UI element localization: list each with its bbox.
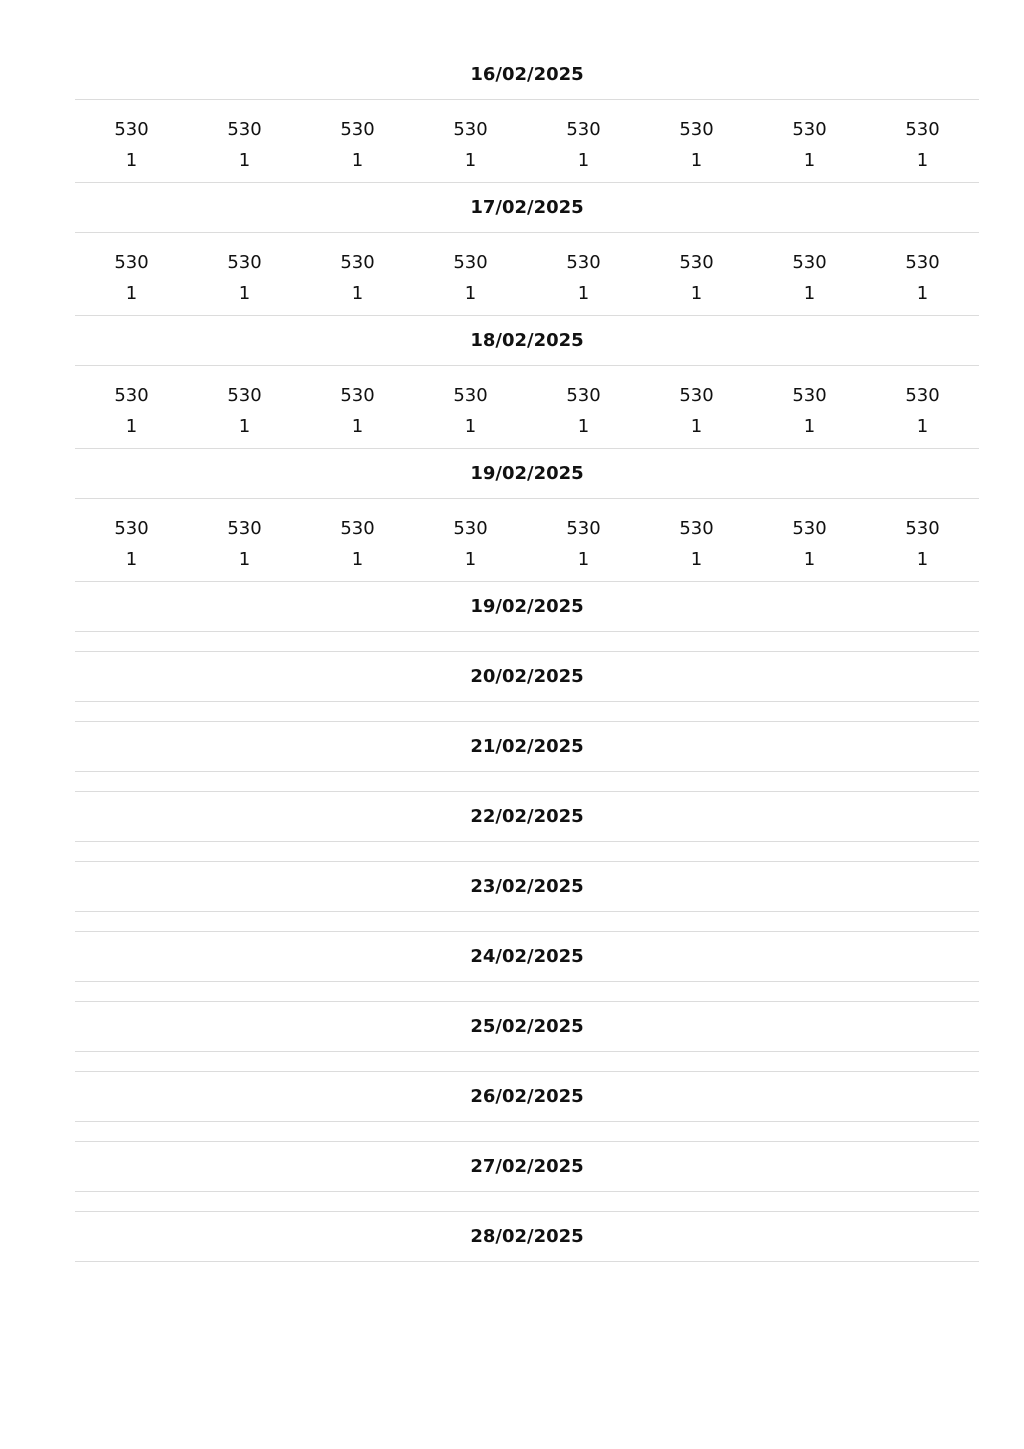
values-row: [75, 499, 979, 582]
value-cell: [527, 100, 640, 182]
value-cell: [301, 499, 414, 581]
value-top: 530: [566, 385, 601, 406]
value-top: 530: [453, 518, 488, 539]
value-cell: [414, 366, 527, 448]
date-block: [75, 722, 979, 792]
value-bottom: 1: [351, 283, 364, 304]
value-cell: [527, 233, 640, 315]
value-cell: [188, 499, 301, 581]
value-cell: [640, 366, 753, 448]
value-top: 530: [227, 252, 262, 273]
value-cell: [753, 499, 866, 581]
date-block: [75, 792, 979, 862]
date-block: [75, 1072, 979, 1142]
date-block: [75, 582, 979, 652]
values-row: [75, 233, 979, 316]
date-block: [75, 652, 979, 722]
date-header: 17/02/2025: [75, 183, 979, 233]
value-top: 530: [679, 385, 714, 406]
value-cell: [753, 233, 866, 315]
date-header: 24/02/2025: [75, 932, 979, 982]
value-cell: [188, 366, 301, 448]
value-top: 530: [340, 252, 375, 273]
value-cell: [753, 366, 866, 448]
date-header: 20/02/2025: [75, 652, 979, 702]
value-bottom: 1: [577, 549, 590, 570]
value-top: 530: [566, 252, 601, 273]
value-top: 530: [453, 119, 488, 140]
value-bottom: 1: [351, 416, 364, 437]
value-bottom: 1: [916, 549, 929, 570]
values-row: [75, 1192, 979, 1212]
value-cell: [527, 499, 640, 581]
value-top: 530: [679, 119, 714, 140]
date-header: 21/02/2025: [75, 722, 979, 772]
value-top: 530: [114, 385, 149, 406]
values-row: [75, 772, 979, 792]
value-bottom: 1: [803, 416, 816, 437]
value-bottom: 1: [577, 416, 590, 437]
date-header: 26/02/2025: [75, 1072, 979, 1122]
value-top: 530: [114, 119, 149, 140]
values-row: [75, 912, 979, 932]
value-top: 530: [905, 119, 940, 140]
value-bottom: 1: [351, 150, 364, 171]
value-bottom: 1: [125, 283, 138, 304]
value-cell: [301, 233, 414, 315]
value-bottom: 1: [238, 283, 251, 304]
value-top: 530: [227, 119, 262, 140]
date-block: [75, 1002, 979, 1072]
value-bottom: 1: [803, 283, 816, 304]
value-top: 530: [453, 252, 488, 273]
value-bottom: 1: [125, 416, 138, 437]
value-top: 530: [679, 252, 714, 273]
value-cell: [753, 100, 866, 182]
value-top: 530: [227, 385, 262, 406]
value-cell: [866, 100, 979, 182]
date-block: [75, 1212, 979, 1262]
value-top: 530: [679, 518, 714, 539]
value-cell: [640, 233, 753, 315]
value-cell: [188, 233, 301, 315]
value-cell: [866, 233, 979, 315]
value-cell: [414, 233, 527, 315]
value-top: 530: [340, 518, 375, 539]
values-row: [75, 1122, 979, 1142]
values-row: [75, 982, 979, 1002]
value-top: 530: [792, 385, 827, 406]
date-block: [75, 316, 979, 449]
values-row: [75, 632, 979, 652]
values-row: [75, 842, 979, 862]
value-cell: [301, 366, 414, 448]
value-bottom: 1: [577, 150, 590, 171]
date-header: 18/02/2025: [75, 316, 979, 366]
value-bottom: 1: [690, 549, 703, 570]
value-bottom: 1: [351, 549, 364, 570]
values-row: [75, 366, 979, 449]
date-header: 27/02/2025: [75, 1142, 979, 1192]
value-bottom: 1: [464, 416, 477, 437]
value-top: 530: [792, 119, 827, 140]
value-bottom: 1: [916, 416, 929, 437]
value-top: 530: [792, 518, 827, 539]
value-cell: [75, 499, 188, 581]
date-header: 16/02/2025: [75, 50, 979, 100]
value-cell: [866, 499, 979, 581]
value-top: 530: [566, 119, 601, 140]
value-top: 530: [566, 518, 601, 539]
value-top: 530: [340, 119, 375, 140]
value-cell: [414, 100, 527, 182]
value-cell: [414, 499, 527, 581]
value-bottom: 1: [916, 283, 929, 304]
value-top: 530: [905, 252, 940, 273]
daily-values-sheet: [75, 50, 979, 1262]
values-row: [75, 1052, 979, 1072]
value-bottom: 1: [690, 416, 703, 437]
value-top: 530: [340, 385, 375, 406]
date-block: [75, 862, 979, 932]
value-bottom: 1: [238, 416, 251, 437]
date-block: [75, 1142, 979, 1212]
value-cell: [75, 100, 188, 182]
value-bottom: 1: [577, 283, 590, 304]
date-header: 25/02/2025: [75, 1002, 979, 1052]
values-row: [75, 702, 979, 722]
value-cell: [866, 366, 979, 448]
date-header: 19/02/2025: [75, 582, 979, 632]
value-top: 530: [792, 252, 827, 273]
values-row: [75, 100, 979, 183]
value-bottom: 1: [803, 549, 816, 570]
value-bottom: 1: [464, 549, 477, 570]
value-bottom: 1: [238, 150, 251, 171]
value-bottom: 1: [690, 283, 703, 304]
date-header: 28/02/2025: [75, 1212, 979, 1262]
value-top: 530: [453, 385, 488, 406]
value-cell: [75, 233, 188, 315]
date-header: 23/02/2025: [75, 862, 979, 912]
date-block: [75, 50, 979, 183]
value-cell: [640, 499, 753, 581]
value-top: 530: [114, 252, 149, 273]
value-bottom: 1: [916, 150, 929, 171]
value-bottom: 1: [690, 150, 703, 171]
value-cell: [640, 100, 753, 182]
date-block: [75, 449, 979, 582]
value-cell: [301, 100, 414, 182]
value-bottom: 1: [125, 549, 138, 570]
date-block: [75, 183, 979, 316]
value-top: 530: [905, 385, 940, 406]
date-header: 22/02/2025: [75, 792, 979, 842]
value-cell: [527, 366, 640, 448]
date-block: [75, 932, 979, 1002]
value-top: 530: [905, 518, 940, 539]
value-cell: [75, 366, 188, 448]
value-bottom: 1: [125, 150, 138, 171]
value-bottom: 1: [464, 150, 477, 171]
value-top: 530: [114, 518, 149, 539]
value-bottom: 1: [803, 150, 816, 171]
date-header: 19/02/2025: [75, 449, 979, 499]
value-bottom: 1: [464, 283, 477, 304]
value-cell: [188, 100, 301, 182]
value-bottom: 1: [238, 549, 251, 570]
value-top: 530: [227, 518, 262, 539]
